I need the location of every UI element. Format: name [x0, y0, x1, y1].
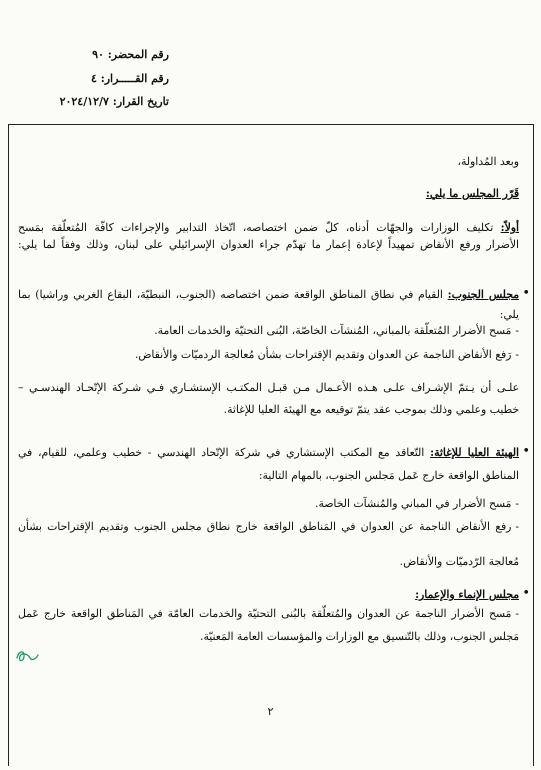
council-item-1b: مَجلس الجنوب، وذلك بالتّنسيق مع الوزارات والمؤسسات العامة المَعنيّة.	[200, 630, 519, 643]
relief-label: الهيئة العليا للإغاثة:	[430, 446, 520, 459]
record-number: رقم المحضر: ٩٠	[92, 48, 169, 61]
first-line-1	[18, 221, 519, 235]
relief-line-2: المناطق الواقعة خارج عَمل مَجلس الجنوب، بالمهام التالية:	[258, 469, 519, 482]
decided-heading: قَرّر المجلس ما يلي:	[425, 187, 519, 200]
dash-icon: -	[515, 607, 519, 620]
south-note-1: علـى أن يـتمّ الإشـراف علـى هـذه الأعـمال مـن قبـل المكتـب الإستشـاري فـي شـركة الإتّحـاد الهندسـي –	[18, 381, 519, 394]
bullet-icon: •	[522, 586, 530, 601]
south-text-1: القيام في نطاق المناطق الواقعة ضمن اختصاصه (الجنوب، النبطيّة، البقاع الغربي وراشيا) بما	[18, 288, 443, 301]
dash-icon: -	[515, 348, 519, 361]
council-item-1a	[18, 607, 519, 621]
first-line-2: الأضرار ورفع الأنقاض تمهيداً لإعادة إعمار ما تهدّم جراء العدوان الإسرائيلي على لبنان، وذلك وفقاً لما يلي:	[18, 238, 519, 251]
south-note-2: خطيب وعلمي وذلك بموجب عقد يتمّ توقيعه مع الهيئة العليا للإغاثة.	[223, 403, 519, 416]
first-text-1: تكليف الوزارات والجهّات أدناه، كلّ ضمن اختصاصه، اتّخاذ التدابير والإجراءات كافّة المُتعلّقة بمَسح	[18, 221, 494, 234]
relief-item-2a	[18, 520, 519, 534]
decision-number: رقم القـــــرار: ٤	[90, 72, 169, 85]
page-number: ٢	[267, 705, 274, 718]
council-label: مجلس الإنماء والإعمار:	[415, 588, 519, 601]
bullet-icon: •	[522, 286, 530, 301]
relief-item-1	[18, 497, 519, 511]
south-item-2-text: رَفع الأنقاض الناجمة عن العدوان وتقديم الإقتراحات بشأن مُعالجة الردميّات والأنقاض.	[134, 348, 512, 361]
council-item-1a-text: مَسح الأضرار الناجمة عن العدوان والمُتعلّقة بالبُنى التحتيّة والخدمات العامّة في المَناطق الواقعة خارج عَمل	[18, 607, 512, 620]
signature-mark	[14, 646, 40, 666]
south-item-1	[18, 324, 519, 338]
south-item-2	[18, 348, 519, 362]
relief-text-1: التّعاقد مع المكتب الإستشاري في شركة الإتّحاد الهندسي - خطيب وعلمي، للقيام، في	[18, 446, 425, 459]
dash-icon: -	[515, 497, 519, 510]
council-line-1	[18, 586, 530, 602]
south-line-2: يلي:	[499, 308, 519, 321]
first-label: أولاً:	[500, 221, 520, 234]
signature-stroke	[17, 652, 38, 661]
intro-text: وبعد المُداولة،	[457, 155, 519, 168]
relief-item-1-text: مَسح الأضرار في المباني والمُنشآت الخاصة.	[315, 497, 512, 510]
south-line-1	[18, 286, 530, 302]
decision-date: تاريخ القرار: ٢٠٢٤/١٢/٧	[59, 95, 169, 108]
relief-line-1	[18, 444, 530, 460]
dash-icon: -	[515, 324, 519, 337]
relief-item-2a-text: رفع الأنقاض الناجمة عن العدوان في المَناطق الواقعة خارج نطاق مجلس الجنوب وتقديم الإقتراحات بشأن	[18, 520, 512, 533]
relief-item-2b: مُعالجة الرّدميّات والأنقاض.	[399, 555, 519, 568]
south-label: مجلس الجنوب:	[447, 288, 519, 301]
dash-icon: -	[515, 520, 519, 533]
bullet-icon: •	[522, 444, 530, 459]
south-item-1-text: مَسح الأضرار المُتعلّقة بالمباني، المُنشآت الخاصّة، البُنى التحتيّة والخدمات العامة.	[154, 324, 512, 337]
